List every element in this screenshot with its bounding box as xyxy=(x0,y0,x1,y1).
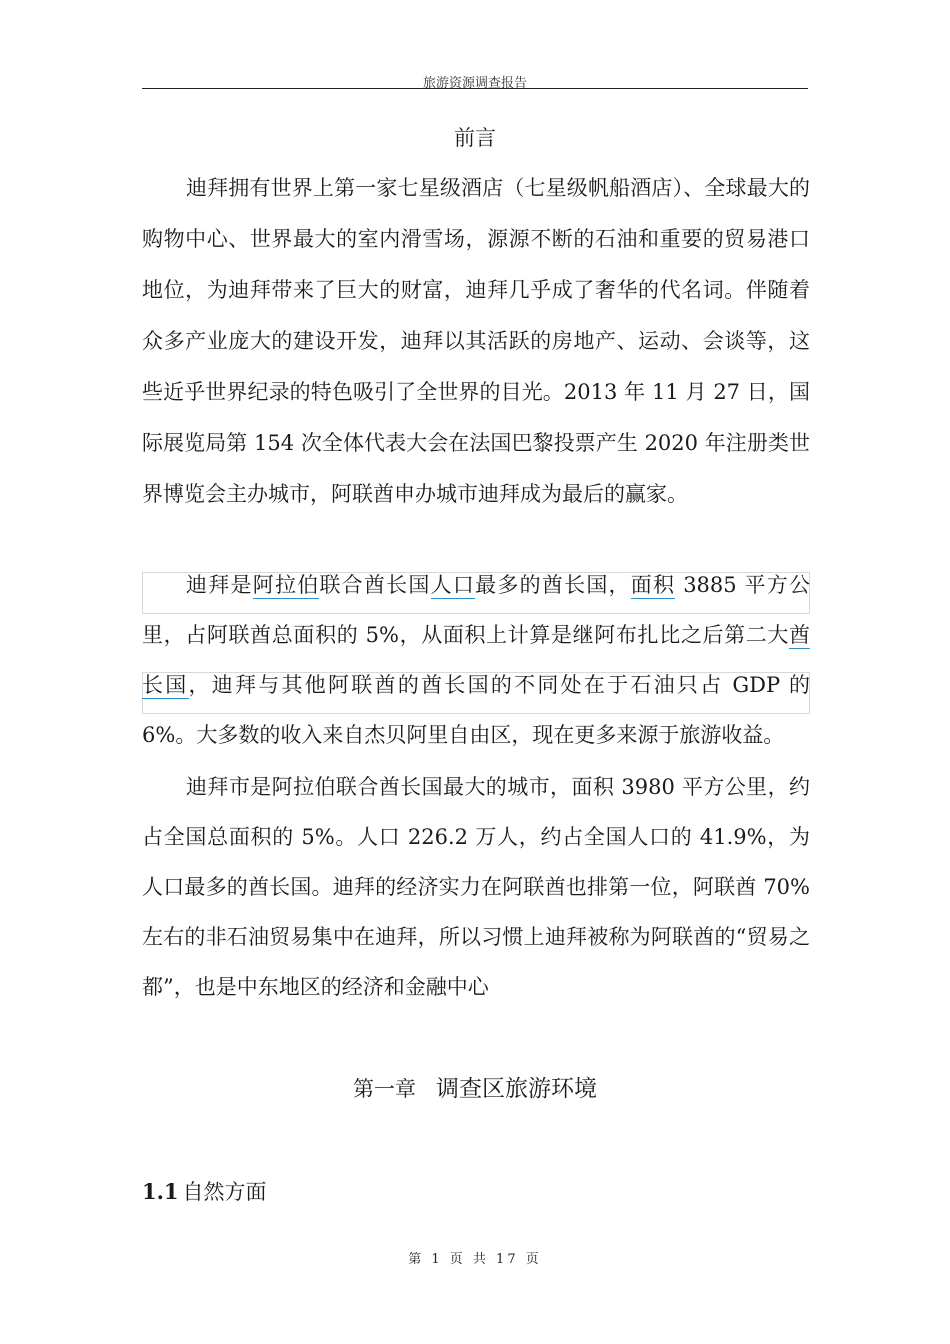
chapter-heading xyxy=(142,1070,808,1103)
paragraph-text: 3885 平方公里，占阿联酋总面积的 5%，从面积上计算是继阿布扎比之后第二大 xyxy=(142,573,811,647)
paragraph-text: ，迪拜与其他阿联酋的酋长国的不同处在于石油只占 GDP 的 6%。大多数的收入来自杰贝阿里自由区，现在更多来源于旅游收益。 xyxy=(142,673,811,747)
page-footer: 第 1 页 共 17 页 xyxy=(408,1252,542,1267)
link-arab[interactable]: 阿拉伯 xyxy=(252,573,320,597)
section-heading xyxy=(142,1176,267,1206)
chapter-title: 调查区旅游环境 xyxy=(436,1076,597,1102)
preface-title: 前言 xyxy=(454,126,496,150)
running-header: 旅游资源调查报告 xyxy=(422,76,527,91)
paragraph-text: 迪拜是 xyxy=(186,573,253,597)
link-area[interactable]: 面积 xyxy=(630,573,676,597)
section-number: 1.1 xyxy=(142,1179,179,1204)
link-emirate[interactable]: 酋长国 xyxy=(142,623,810,697)
paragraph-text: 联合酋长国 xyxy=(319,573,431,597)
preface-paragraph-2 xyxy=(142,560,810,760)
paragraph-text: 最多的酋长国， xyxy=(475,573,631,597)
link-population[interactable]: 人口 xyxy=(430,573,476,597)
chapter-number: 第一章 xyxy=(353,1077,416,1101)
preface-paragraph-1: 迪拜拥有世界上第一家七星级酒店（七星级帆船酒店）、全球最大的购物中心、世界最大的室内滑雪场，源源不断的石油和重要的贸易港口地位，为迪拜带来了巨大的财富，迪拜几乎成了奢华的代名词。伴随着众多产业庞大的建设开发，迪拜以其活跃的房地产、运动、会谈等，这些近乎世界纪录的特色吸引了全世界的目光。2013 年 11 月 27 日，国际展览局第 154 次全体代表大会在法国巴黎投票产生 2020 年注册类世界博览会主办城市，阿联酋申办城市迪拜成为最后的赢家。 xyxy=(142,176,810,506)
header-rule xyxy=(142,88,808,89)
preface-paragraph-3: 迪拜市是阿拉伯联合酋长国最大的城市，面积 3980 平方公里，约占全国总面积的 5%。人口 226.2 万人，约占全国人口的 41.9%，为人口最多的酋长国。迪拜的经济实力在阿联酋也排第一位，阿联酋 70%左右的非石油贸易集中在迪拜，所以习惯上迪拜被称为阿联酋的“贸易之都”，也是中东地区的经济和金融中心 xyxy=(142,775,810,999)
section-title: 自然方面 xyxy=(182,1180,267,1204)
